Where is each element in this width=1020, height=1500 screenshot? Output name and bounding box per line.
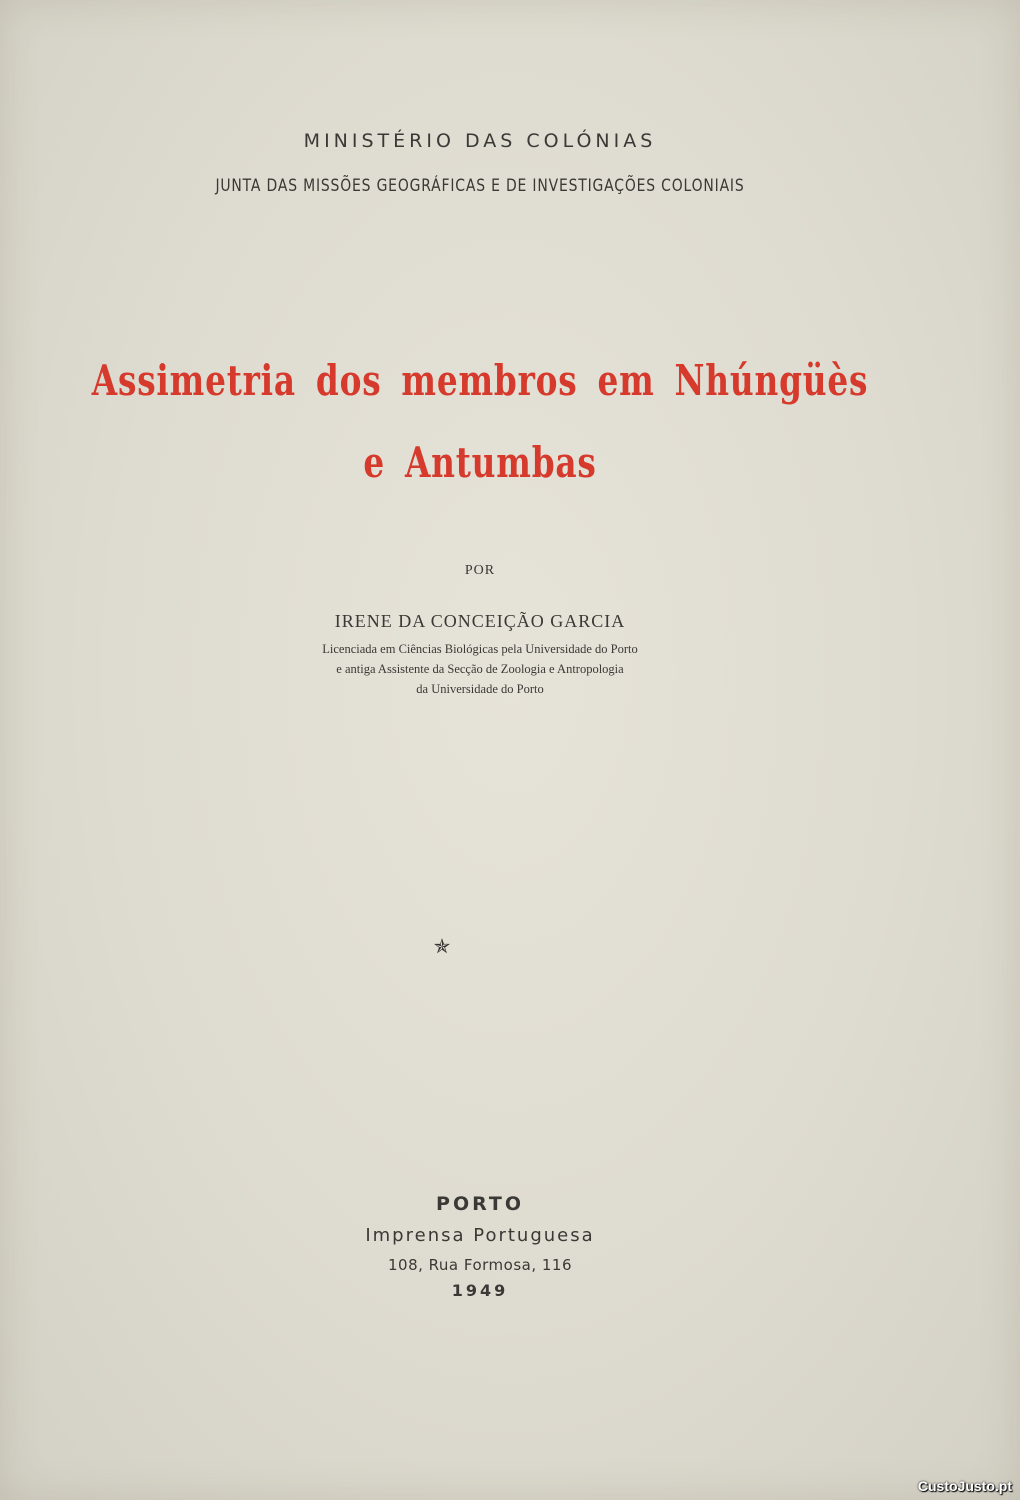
imprint-place: PORTO — [436, 1193, 524, 1215]
junta-heading: JUNTA DAS MISSÕES GEOGRÁFICAS E DE INVESTIGAÇÕES COLONIAIS — [215, 176, 745, 196]
title-line-2: e Antumbas — [363, 438, 597, 487]
title-line-1: Assimetria dos membros em Nhúngüès — [91, 356, 869, 405]
site-watermark: CustoJusto.pt — [917, 1478, 1012, 1494]
author-credential-line-2: e antiga Assistente da Secção de Zoologia e Antropologia — [336, 662, 624, 676]
author-credential-line-3: da Universidade do Porto — [416, 682, 544, 696]
byline-por: POR — [464, 563, 496, 578]
imprint-address: 108, Rua Formosa, 116 — [387, 1256, 573, 1274]
ministry-heading: MINISTÉRIO DAS COLÓNIAS — [303, 130, 657, 152]
imprint-printer: Imprensa Portuguesa — [365, 1225, 595, 1246]
imprint-year: 1949 — [451, 1281, 509, 1300]
author-credential-line-1: Licenciada em Ciências Biológicas pela Universidade do Porto — [322, 642, 638, 656]
star-ornament-icon: ✯ — [433, 934, 451, 958]
author-name: IRENE DA CONCEIÇÃO GARCIA — [334, 611, 626, 631]
